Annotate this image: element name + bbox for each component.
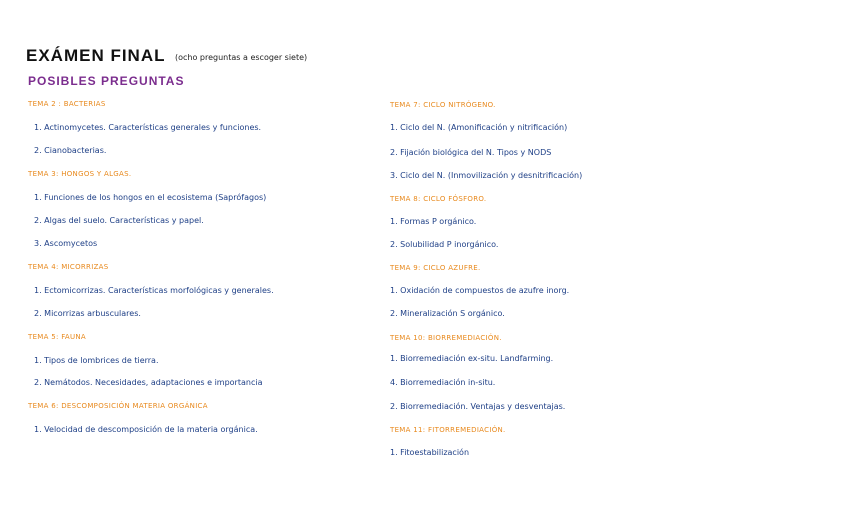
question-item: 2. Solubilidad P inorgánico. — [390, 240, 499, 249]
question-item: 2. Cianobacterias. — [34, 146, 107, 155]
question-item: 1. Formas P orgánico. — [390, 217, 477, 226]
question-item: 1. Tipos de lombrices de tierra. — [34, 356, 159, 365]
question-item: 1. Funciones de los hongos en el ecosistema (Saprófagos) — [34, 193, 267, 202]
question-item: 3. Ascomycetos — [34, 239, 98, 248]
page-title: EXÁMEN FINAL — [26, 46, 166, 65]
question-item: 2. Algas del suelo. Características y papel. — [34, 216, 204, 225]
tema-heading: TEMA 5: FAUNA — [28, 333, 87, 341]
page-subtitle: (ocho preguntas a escoger siete) — [175, 53, 308, 62]
question-item: 2. Biorremediación. Ventajas y desventajas. — [390, 402, 566, 411]
question-item: 1. Biorremediación ex-situ. Landfarming. — [390, 354, 554, 363]
question-item: 1. Actinomycetes. Características generales y funciones. — [34, 123, 262, 132]
tema-heading: TEMA 10: BIORREMEDIACIÓN. — [390, 334, 502, 342]
tema-heading: TEMA 3: HONGOS Y ALGAS. — [28, 170, 132, 178]
question-item: 2. Nemátodos. Necesidades, adaptaciones e importancia — [34, 378, 263, 387]
tema-heading: TEMA 2 : BACTERIAS — [28, 100, 106, 108]
question-item: 2. Fijación biológica del N. Tipos y NODS — [390, 148, 552, 157]
tema-heading: TEMA 11: FITORREMEDIACIÓN. — [390, 426, 506, 434]
question-item: 1. Ectomicorrizas. Características morfológicas y generales. — [34, 286, 274, 295]
tema-heading: TEMA 7: CICLO NITRÓGENO. — [390, 101, 496, 109]
question-item: 2. Micorrizas arbusculares. — [34, 309, 141, 318]
question-item: 1. Velocidad de descomposición de la materia orgánica. — [34, 425, 258, 434]
tema-heading: TEMA 4: MICORRIZAS — [28, 263, 109, 271]
question-item: 1. Oxidación de compuestos de azufre inorg. — [390, 286, 570, 295]
question-item: 3. Ciclo del N. (Inmovilización y desnitrificación) — [390, 171, 583, 180]
tema-heading: TEMA 8: CICLO FÓSFORO. — [390, 195, 487, 203]
question-item: 1. Ciclo del N. (Amonificación y nitrificación) — [390, 123, 568, 132]
tema-heading: TEMA 6: DESCOMPOSICIÓN MATERIA ORGÁNICA — [28, 402, 208, 410]
section-heading: POSIBLES PREGUNTAS — [28, 74, 185, 88]
question-item: 2. Mineralización S orgánico. — [390, 309, 505, 318]
question-item: 4. Biorremediación in-situ. — [390, 378, 496, 387]
tema-heading: TEMA 9: CICLO AZUFRE. — [390, 264, 481, 272]
question-item: 1. Fitoestabilización — [390, 448, 470, 457]
